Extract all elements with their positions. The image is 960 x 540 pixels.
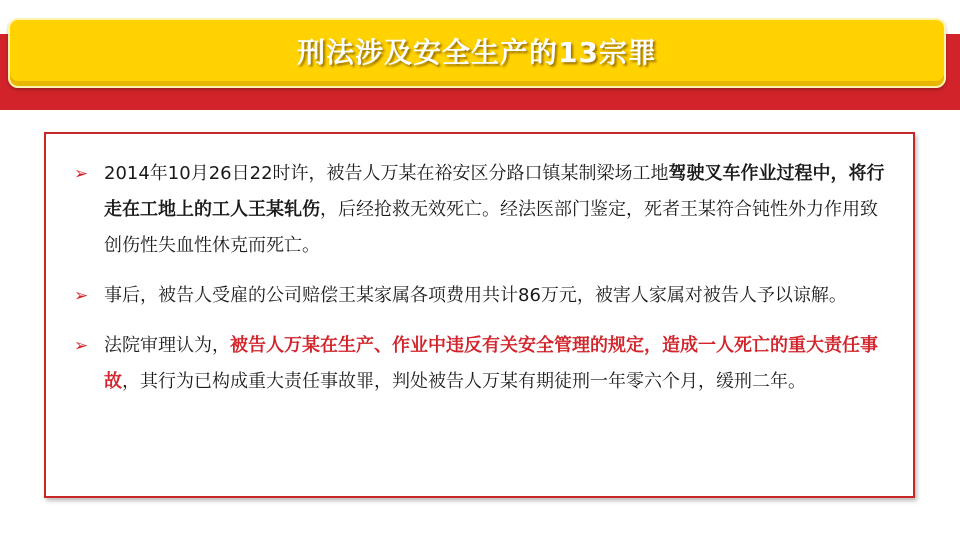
highlighted-text-segment: 被告人万某在生产、作业中违反有关安全管理的规定，造成一人死亡的重大责任事故 [104, 335, 878, 392]
text-segment: 事后，被告人受雇的公司赔偿王某家属各项费用共计86万元，被害人家属对被告人予以谅解。 [104, 285, 847, 306]
slide-title: 刑法涉及安全生产的13宗罪 [297, 36, 657, 69]
text-segment: 2014年10月26日22时许，被告人万某在裕安区分路口镇某制梁场工地 [104, 163, 669, 184]
content-box [44, 132, 915, 498]
bullet-item [70, 278, 894, 314]
bullet-item [70, 156, 894, 264]
arrow-bullet-icon: ➢ [74, 336, 89, 356]
text-segment: ，后经抢救无效死亡。经法医部门鉴定，死者王某符合钝性外力作用致创伤性失血性休克而死亡。 [104, 199, 878, 256]
bullet-item [70, 328, 894, 400]
bold-text-segment: 驾驶叉车作业过程中，将行走在工地上的工人王某轧伤 [104, 163, 885, 220]
bullet-list [70, 156, 894, 414]
arrow-bullet-icon: ➢ [74, 286, 89, 306]
text-segment: 法院审理认为， [104, 335, 230, 356]
text-segment: ，其行为已构成重大责任事故罪，判处被告人万某有期徒刑一年零六个月，缓刑二年。 [122, 371, 806, 392]
arrow-bullet-icon: ➢ [74, 164, 89, 184]
